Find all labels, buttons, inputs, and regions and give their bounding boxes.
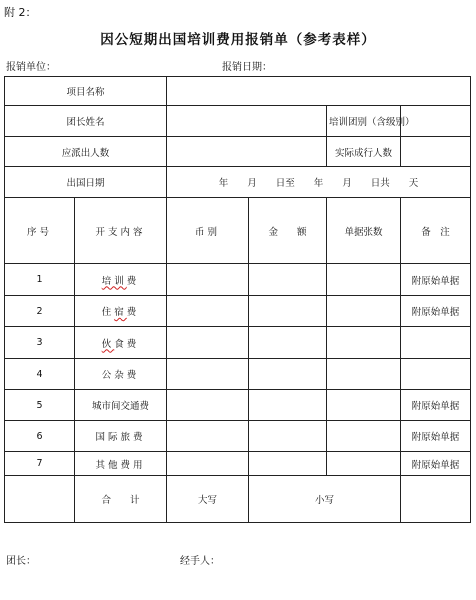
- header-amount: 金 额: [249, 198, 327, 264]
- table-row: [5, 390, 471, 421]
- uppercase-label: 大写: [167, 476, 249, 523]
- receipt-count-cell[interactable]: [327, 390, 401, 421]
- currency-cell[interactable]: [167, 296, 249, 327]
- amount-cell[interactable]: [249, 390, 327, 421]
- lowercase-label: 小写: [249, 476, 401, 523]
- expense-item: 公杂费: [75, 359, 167, 390]
- handler-signature-label: 经手人：: [180, 556, 220, 567]
- header-expense-item: 开支内容: [75, 198, 167, 264]
- amount-cell[interactable]: [249, 296, 327, 327]
- row-number: 1: [5, 264, 75, 296]
- reimbursement-table: [4, 76, 471, 523]
- row-number: 5: [5, 390, 75, 421]
- currency-cell[interactable]: [167, 327, 249, 359]
- departure-date-label: 出国日期: [5, 167, 167, 198]
- leader-name-field[interactable]: [167, 106, 327, 137]
- table-header-row: [5, 198, 471, 264]
- table-row: [5, 327, 471, 359]
- total-amount-field[interactable]: [401, 476, 471, 523]
- expense-item: 住宿费: [75, 296, 167, 327]
- amount-cell[interactable]: [249, 359, 327, 390]
- planned-count-label: 应派出人数: [5, 137, 167, 167]
- remark-cell: 附原始单据: [401, 296, 471, 327]
- receipt-count-cell[interactable]: [327, 421, 401, 452]
- currency-cell[interactable]: [167, 452, 249, 476]
- currency-cell[interactable]: [167, 264, 249, 296]
- remark-cell: 附原始单据: [401, 264, 471, 296]
- row-number: 4: [5, 359, 75, 390]
- reporting-date-label: 报销日期：: [222, 62, 272, 73]
- departure-date-row: [5, 167, 471, 198]
- amount-cell[interactable]: [249, 421, 327, 452]
- total-row: [5, 476, 471, 523]
- remark-cell: [401, 359, 471, 390]
- header-remarks: 备 注: [401, 198, 471, 264]
- header-serial-no: 序号: [5, 198, 75, 264]
- remark-cell: 附原始单据: [401, 390, 471, 421]
- planned-count-field[interactable]: [167, 137, 327, 167]
- table-row: [5, 421, 471, 452]
- header-receipt-count: 单据张数: [327, 198, 401, 264]
- headcount-row: [5, 137, 471, 167]
- table-row: [5, 296, 471, 327]
- project-name-row: [5, 77, 471, 106]
- amount-cell[interactable]: [249, 264, 327, 296]
- expense-item: 伙食费: [75, 327, 167, 359]
- table-row: [5, 452, 471, 476]
- leader-signature-label: 团长：: [6, 556, 36, 567]
- date-range-field[interactable]: 年 月 日至 年 月 日共 天: [167, 167, 471, 198]
- currency-cell[interactable]: [167, 359, 249, 390]
- form-title: 因公短期出国培训费用报销单（参考表样）: [100, 32, 376, 48]
- actual-count-label: 实际成行人数: [327, 137, 401, 167]
- table-row: [5, 359, 471, 390]
- receipt-count-cell[interactable]: [327, 327, 401, 359]
- table-row: [5, 264, 471, 296]
- expense-item: 城市间交通费: [75, 390, 167, 421]
- row-number: 6: [5, 421, 75, 452]
- amount-cell[interactable]: [249, 327, 327, 359]
- amount-cell[interactable]: [249, 452, 327, 476]
- receipt-count-cell[interactable]: [327, 264, 401, 296]
- leader-row: [5, 106, 471, 137]
- remark-cell: 附原始单据: [401, 421, 471, 452]
- receipt-count-cell[interactable]: [327, 296, 401, 327]
- expense-item: 国际旅费: [75, 421, 167, 452]
- total-spacer: [5, 476, 75, 523]
- leader-name-label: 团长姓名: [5, 106, 167, 137]
- row-number: 7: [5, 452, 75, 476]
- training-team-label: 培训团别（含级别）: [327, 106, 401, 137]
- expense-item: 培训费: [75, 264, 167, 296]
- total-label: 合 计: [75, 476, 167, 523]
- expense-item: 其他费用: [75, 452, 167, 476]
- row-number: 2: [5, 296, 75, 327]
- currency-cell[interactable]: [167, 421, 249, 452]
- attachment-note: 附 2：: [4, 6, 37, 19]
- receipt-count-cell[interactable]: [327, 452, 401, 476]
- actual-count-field[interactable]: [401, 137, 471, 167]
- remark-cell: [401, 327, 471, 359]
- currency-cell[interactable]: [167, 390, 249, 421]
- reporting-unit-label: 报销单位：: [6, 62, 56, 73]
- header-currency: 币别: [167, 198, 249, 264]
- project-name-field[interactable]: [167, 77, 471, 106]
- row-number: 3: [5, 327, 75, 359]
- receipt-count-cell[interactable]: [327, 359, 401, 390]
- remark-cell: 附原始单据: [401, 452, 471, 476]
- project-name-label: 项目名称: [5, 77, 167, 106]
